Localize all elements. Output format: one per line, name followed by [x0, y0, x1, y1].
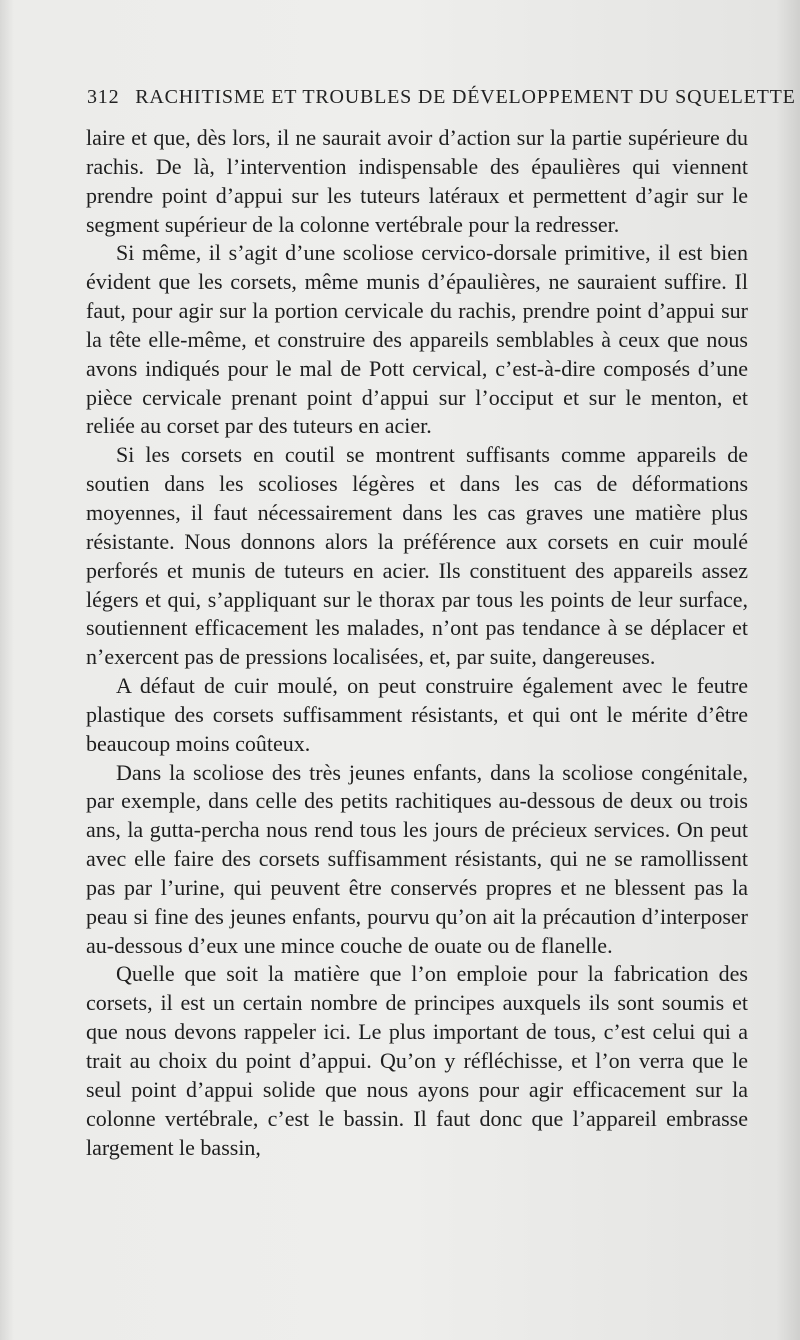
running-header — [87, 86, 796, 109]
paragraph-continued: laire et que, dès lors, il ne saurait avoir d’action sur la partie supérieure du rachis. De là, l’intervention indispensable des épaulières qui viennent prendre point d’appui sur les tuteurs latéraux et permettent d’agir sur le segment supérieur de la colonne vertébrale pour la redresser. — [86, 125, 748, 237]
paragraph: A défaut de cuir moulé, on peut construire également avec le feutre plastique des corsets suffisamment résistants, et qui ont le mérite d’être beaucoup moins coûteux. — [86, 673, 748, 756]
page-number: 312 — [87, 86, 120, 108]
paragraph: Si même, il s’agit d’une scoliose cervico-dorsale primitive, il est bien évident que les corsets, même munis d’épaulières, ne sauraient suffire. Il faut, pour agir sur la portion cervicale du rachis, prendre point d’appui sur la tête elle-même, et construire des appareils semblables à ceux que nous avons indiqués pour le mal de Pott cervical, c’est-à-dire composés d’une pièce cervicale prenant point d’appui sur l’occiput et sur le menton, et reliée au corset par des tuteurs en acier. — [86, 240, 748, 439]
paragraph: Dans la scoliose des très jeunes enfants, dans la scoliose congénitale, par exemple, dans celle des petits rachitiques au-dessous de deux ou trois ans, la gutta-percha nous rend tous les jours de précieux services. On peut avec elle faire des corsets suffisamment résistants, qui ne se ramollissent pas par l’urine, qui peuvent être conservés propres et ne blessent pas la peau si fine des jeunes enfants, pourvu qu’on ait la précaution d’interposer au-dessous d’eux une mince couche de ouate ou de flanelle. — [86, 759, 748, 958]
running-title: RACHITISME ET TROUBLES DE DÉVELOPPEMENT DU SQUELETTE — [135, 86, 796, 108]
page-body — [86, 124, 748, 1162]
paragraph: Si les corsets en coutil se montrent suffisants comme appareils de soutien dans les scolioses légères et dans les cas de déformations moyennes, il faut nécessairement dans les cas graves une matière plus résistante. Nous donnons alors la préférence aux corsets en cuir moulé perforés et munis de tuteurs en acier. Ils constituent des appareils assez légers et qui, s’appliquant sur le thorax par tous les points de leur surface, soutiennent efficacement les malades, n’ont pas tendance à se déplacer et n’exercent pas de pressions localisées, et, par suite, dangereuses. — [86, 442, 748, 670]
paragraph: Quelle que soit la matière que l’on emploie pour la fabrication des corsets, il est un certain nombre de principes auxquels ils sont soumis et que nous devons rappeler ici. Le plus important de tous, c’est celui qui a trait au choix du point d’appui. Qu’on y réfléchisse, et l’on verra que le seul point d’appui solide que nous ayons pour agir efficacement sur la colonne vertébrale, c’est le bassin. Il faut donc que l’appareil embrasse largement le bassin, — [86, 961, 748, 1160]
